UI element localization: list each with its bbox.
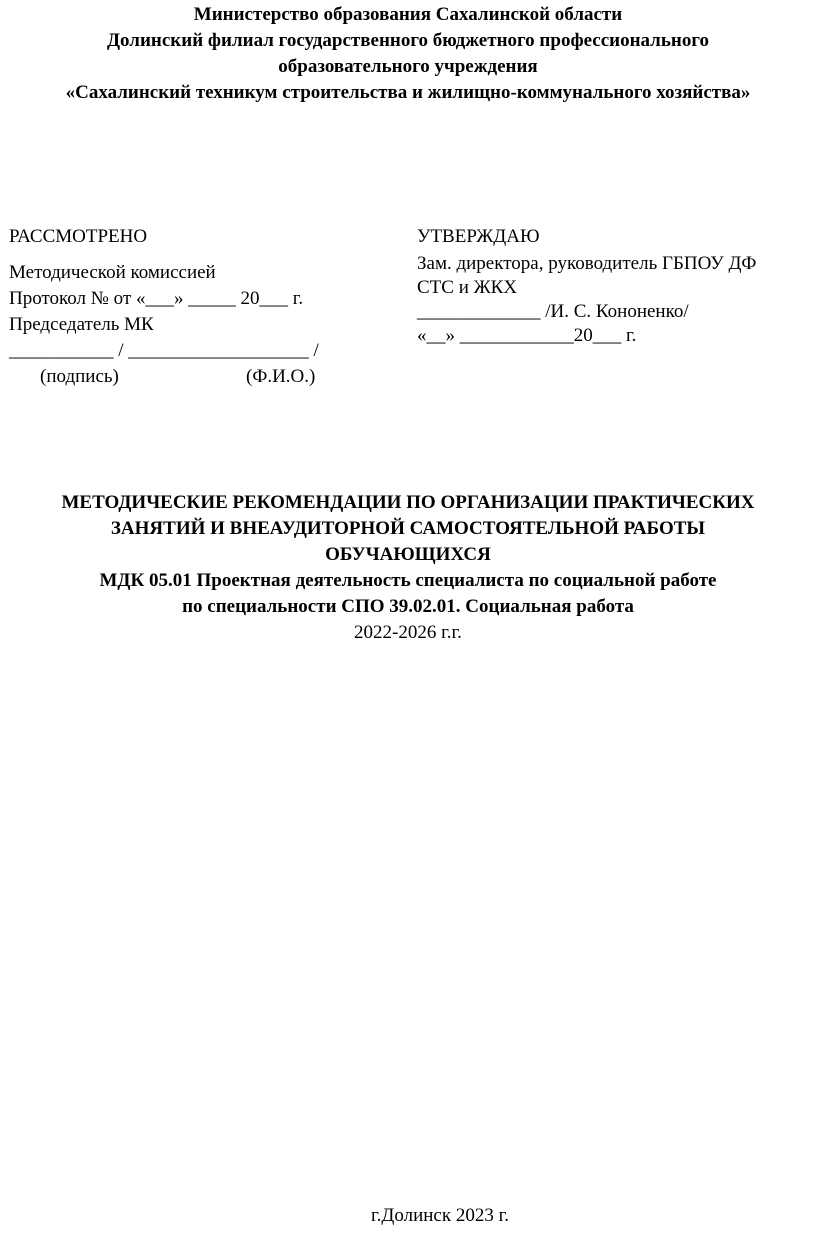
- protocol-line: Протокол № от «___» _____ 20___ г.: [9, 288, 304, 309]
- institution-name-line: «Сахалинский техникум строительства и жилищно-коммунального хозяйства»: [65, 82, 751, 103]
- years-line: 2022-2026 г.г.: [354, 622, 462, 643]
- considered-block: [9, 224, 389, 390]
- signature-line: ___________ / ___________________ /: [9, 340, 319, 361]
- document-title-block: [0, 490, 816, 646]
- document-title-line-1: МЕТОДИЧЕСКИЕ РЕКОМЕНДАЦИИ ПО ОРГАНИЗАЦИИ ПРАКТИЧЕСКИХ: [61, 492, 755, 513]
- chairman-line: Председатель МК: [9, 314, 154, 335]
- considered-title: РАССМОТРЕНО: [9, 226, 148, 247]
- organization-abbr-line: СТС и ЖКХ: [417, 277, 518, 298]
- specialty-line: по специальности СПО 39.02.01. Социальная работа: [182, 596, 634, 617]
- institution-type-line: образовательного учреждения: [278, 56, 538, 77]
- caption-signature: (подпись): [40, 366, 119, 387]
- course-line: МДК 05.01 Проектная деятельность специалиста по социальной работе: [99, 570, 717, 591]
- ministry-line: Министерство образования Сахалинской области: [193, 4, 623, 25]
- spacer: [9, 250, 389, 260]
- caption-name: (Ф.И.О.): [246, 366, 316, 387]
- commission-line: Методической комиссией: [9, 262, 216, 283]
- approver-signature-line: _____________ /И. С. Кононенко/: [417, 301, 689, 322]
- approval-date-line: «__» ____________20___ г.: [417, 325, 637, 346]
- approved-title: УТВЕРЖДАЮ: [417, 226, 540, 247]
- document-title-line-3: ОБУЧАЮЩИХСЯ: [325, 544, 491, 565]
- deputy-director-line: Зам. директора, руководитель ГБПОУ ДФ: [417, 253, 757, 274]
- branch-line: Долинский филиал государственного бюджетного профессионального: [106, 30, 709, 51]
- approved-block: [417, 224, 807, 348]
- institution-header: [0, 2, 816, 106]
- place-year-footer: г.Долинск 2023 г.: [371, 1205, 509, 1226]
- signature-captions: [9, 364, 389, 390]
- document-title-line-2: ЗАНЯТИЙ И ВНЕАУДИТОРНОЙ САМОСТОЯТЕЛЬНОЙ РАБОТЫ: [110, 518, 706, 539]
